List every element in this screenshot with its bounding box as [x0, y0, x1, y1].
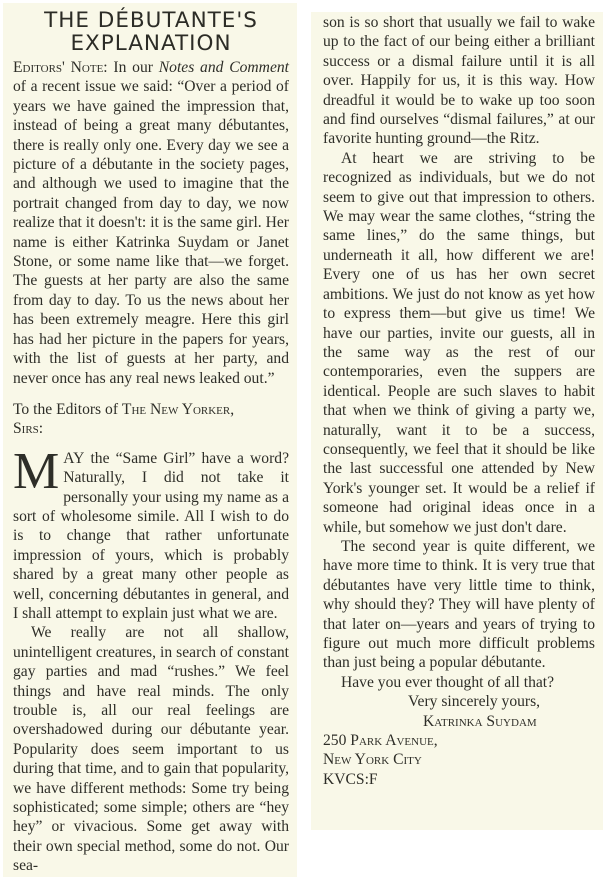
address-line-1: 250 Park Avenue,	[323, 732, 438, 750]
closing-question: Have you ever thought of all that?	[341, 673, 555, 691]
letter-paragraph-4: The second year is quite different, we have more time to think. It is very true that débutantes have very little time to think, why should they? They will have plenty of that later on—years and years of trying to figure out much more difficult problems than just being a popular débutante.	[323, 537, 595, 672]
editors-note-label: Editors' Note:	[13, 59, 108, 76]
reference-initials: KVCS:F	[323, 770, 378, 788]
letter-paragraph-2: We really are not all shallow, unintelligent creatures, in search of constant gay parties and mad “rushes.” We feel things and have real minds. The only trouble is, all our real feelings are overshadowed during our débutante year. Popularity does seem important to us during that time, and to gain that popularity, we have different methods: Some try being sophisticated; some simple; others are “hey hey” or vivacious. Some get away with their own special method, some do not. Our sea-	[13, 624, 289, 875]
title-line-2: EXPLANATION	[70, 31, 232, 56]
left-column	[3, 3, 297, 877]
right-column	[311, 12, 603, 830]
salutation-line	[13, 400, 289, 419]
first-word: AY	[63, 449, 85, 467]
letter-paragraph-3: At heart we are striving to be recognized as individuals, but we do not seem to give out that impression to others. We may wear the same clothes, “string the same lines,” do the same things, but underneath it all, how different we are! Every one of us has her own secret ambitions. We just do not know as yet how to express them—but give us time! We have our parties, invite our guests, all in the same way as the rest of our contemporaries, even the suppers are identical. People are such slaves to habit that when we think of giving a party we, naturally, want it to be a success, consequently, we feel that it should be like the last successful one attended by New York's younger set. It would be a relief if someone had original ideas once in a while, but somehow we just don't dare.	[323, 149, 595, 536]
drop-cap: M	[13, 442, 60, 500]
salutation-suffix: ,	[230, 400, 235, 418]
publication-name: The New Yorker	[121, 400, 231, 418]
editors-note-intro: In our	[107, 59, 159, 76]
salutation	[13, 400, 289, 439]
signature: Katrinka Suydam	[423, 712, 537, 730]
editors-note-body: of a recent issue we said: “Over a period of years we have gained the impression that, instead of being a great many débutantes, there is really only one. Every day we see a picture of a débutante in the society pages, and although we used to imagine that the portrait changed from day to day, we now realize that it doesn't: it is the same girl. Her name is either Katrinka Suydam or Janet Stone, or some name like that—we forget. The guests at her party are also the same from day to day. To us the news about her has been extremely meagre. Here this girl has had her picture in the papers for years, with the list of guests at her party, and never once has any real news leaked out.”	[13, 78, 289, 387]
editors-note-reference: Notes and Comment	[158, 59, 289, 76]
salutation-sirs: Sirs:	[13, 420, 44, 438]
letter-paragraph-1	[13, 442, 289, 624]
signoff: Very sincerely yours,	[408, 693, 541, 711]
paragraph-1-text: the “Same Girl” have a word? Naturally, I did not take it personally your using my name as a sort of wholesome simile. All I wish to do is to change that rather unfortunate impression of yours, which is probably shared by a great many other people as well, concerning débutantes in general, and I shall attempt to explain just what we are.	[13, 449, 289, 622]
address-line-2: New York City	[323, 751, 422, 769]
editors-note	[13, 58, 289, 388]
salutation-prefix: To the Editors of	[13, 400, 122, 418]
title-line-1: THE DÉBUTANTE'S	[44, 8, 258, 33]
letter-paragraph-2-continued: son is so short that usually we fail to wake up to the fact of our being either a brilliant success or a dismal failure until it is all over. Happily for us, it is this way. How dreadful it would be to wake up too soon and find ourselves “dismal failures,” at our favorite hunting ground—the Ritz.	[323, 14, 595, 148]
article-title	[13, 9, 289, 55]
